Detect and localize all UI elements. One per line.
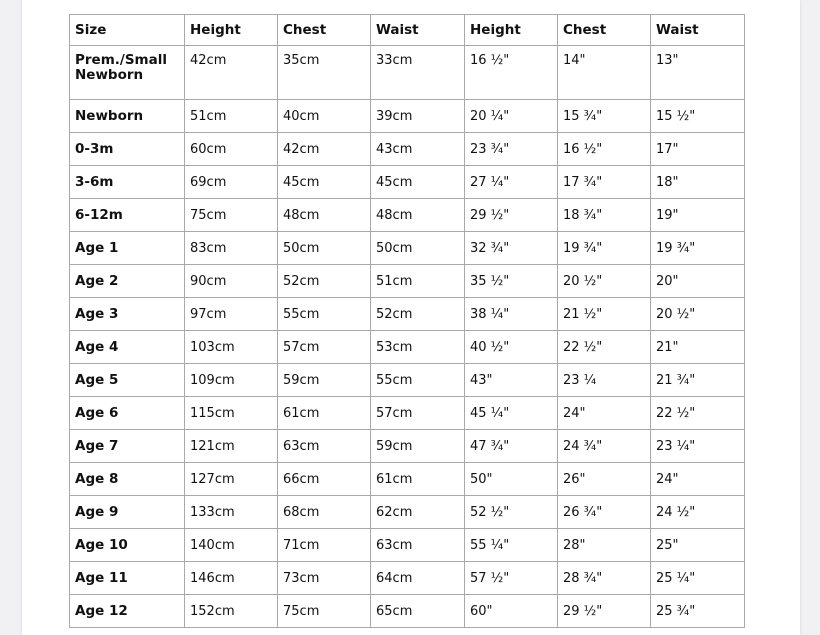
cell-height-cm: 60cm [185, 133, 278, 166]
table-row [70, 430, 745, 463]
size-label: Age 6 [75, 404, 119, 421]
size-label: Age 11 [75, 569, 128, 586]
cell-waist-cm: 57cm [371, 397, 465, 430]
cell-size [70, 364, 185, 397]
table-row [70, 529, 745, 562]
cell-size [70, 298, 185, 331]
cell-chest-cm: 63cm [278, 430, 371, 463]
cell-waist-in: 19 ¾" [651, 232, 745, 265]
size-label: 3-6m [75, 173, 114, 190]
cell-waist-in: 21 ¾" [651, 364, 745, 397]
size-label: Prem./Small Newborn [75, 52, 167, 83]
cell-waist-cm: 61cm [371, 463, 465, 496]
cell-height-cm: 90cm [185, 265, 278, 298]
cell-height-in: 35 ½" [465, 265, 558, 298]
cell-waist-in: 17" [651, 133, 745, 166]
cell-size [70, 166, 185, 199]
cell-size [70, 232, 185, 265]
cell-waist-cm: 53cm [371, 331, 465, 364]
cell-height-cm: 109cm [185, 364, 278, 397]
cell-chest-in: 18 ¾" [558, 199, 651, 232]
cell-waist-in: 20" [651, 265, 745, 298]
table-row [70, 298, 745, 331]
cell-height-cm: 42cm [185, 46, 278, 100]
table-row [70, 364, 745, 397]
cell-size [70, 562, 185, 595]
cell-size [70, 133, 185, 166]
cell-height-in: 60" [465, 595, 558, 628]
size-label: Age 9 [75, 503, 119, 520]
size-label: Age 1 [75, 239, 119, 256]
table-row [70, 46, 745, 100]
table-row [70, 562, 745, 595]
cell-height-in: 32 ¾" [465, 232, 558, 265]
cell-chest-cm: 40cm [278, 100, 371, 133]
size-label: Age 8 [75, 470, 119, 487]
size-label: Newborn [75, 107, 144, 124]
cell-waist-cm: 51cm [371, 265, 465, 298]
cell-height-cm: 75cm [185, 199, 278, 232]
cell-height-in: 20 ¼" [465, 100, 558, 133]
cell-size [70, 463, 185, 496]
cell-height-in: 50" [465, 463, 558, 496]
cell-waist-in: 22 ½" [651, 397, 745, 430]
cell-waist-in: 25" [651, 529, 745, 562]
cell-chest-in: 29 ½" [558, 595, 651, 628]
cell-waist-cm: 64cm [371, 562, 465, 595]
header-waist-cm: Waist [371, 15, 465, 46]
cell-size [70, 331, 185, 364]
table-body [70, 46, 745, 628]
cell-waist-in: 24 ½" [651, 496, 745, 529]
cell-chest-cm: 55cm [278, 298, 371, 331]
cell-waist-cm: 43cm [371, 133, 465, 166]
table-header-row [70, 15, 745, 46]
cell-height-in: 29 ½" [465, 199, 558, 232]
header-size: Size [70, 15, 185, 46]
cell-height-in: 23 ¾" [465, 133, 558, 166]
cell-waist-in: 20 ½" [651, 298, 745, 331]
document-page [22, 0, 800, 635]
cell-height-cm: 115cm [185, 397, 278, 430]
cell-size [70, 265, 185, 298]
cell-height-cm: 103cm [185, 331, 278, 364]
cell-height-cm: 152cm [185, 595, 278, 628]
cell-chest-cm: 68cm [278, 496, 371, 529]
table-row [70, 397, 745, 430]
cell-height-in: 57 ½" [465, 562, 558, 595]
cell-height-in: 16 ½" [465, 46, 558, 100]
cell-waist-in: 13" [651, 46, 745, 100]
size-label: Age 4 [75, 338, 119, 355]
cell-waist-cm: 65cm [371, 595, 465, 628]
cell-chest-in: 19 ¾" [558, 232, 651, 265]
cell-chest-cm: 61cm [278, 397, 371, 430]
header-height-in: Height [465, 15, 558, 46]
cell-height-cm: 51cm [185, 100, 278, 133]
size-label: Age 2 [75, 272, 119, 289]
table-row [70, 100, 745, 133]
cell-height-in: 40 ½" [465, 331, 558, 364]
size-label: 6-12m [75, 206, 123, 223]
header-waist-in: Waist [651, 15, 745, 46]
header-chest-in: Chest [558, 15, 651, 46]
cell-chest-in: 21 ½" [558, 298, 651, 331]
cell-chest-in: 17 ¾" [558, 166, 651, 199]
cell-size [70, 496, 185, 529]
table-row [70, 595, 745, 628]
cell-chest-cm: 59cm [278, 364, 371, 397]
cell-height-in: 38 ¼" [465, 298, 558, 331]
cell-height-cm: 133cm [185, 496, 278, 529]
cell-chest-cm: 66cm [278, 463, 371, 496]
cell-size [70, 430, 185, 463]
cell-height-cm: 69cm [185, 166, 278, 199]
cell-size [70, 46, 185, 100]
table-row [70, 463, 745, 496]
table-row [70, 232, 745, 265]
cell-chest-in: 24" [558, 397, 651, 430]
table-row [70, 496, 745, 529]
cell-waist-cm: 59cm [371, 430, 465, 463]
cell-chest-in: 28 ¾" [558, 562, 651, 595]
size-label: 0-3m [75, 140, 114, 157]
cell-size [70, 199, 185, 232]
cell-waist-in: 24" [651, 463, 745, 496]
cell-waist-in: 15 ½" [651, 100, 745, 133]
cell-height-in: 45 ¼" [465, 397, 558, 430]
cell-chest-cm: 45cm [278, 166, 371, 199]
cell-chest-in: 16 ½" [558, 133, 651, 166]
cell-waist-cm: 33cm [371, 46, 465, 100]
size-chart-table [69, 14, 745, 628]
table-row [70, 133, 745, 166]
cell-waist-cm: 45cm [371, 166, 465, 199]
table-row [70, 265, 745, 298]
cell-chest-in: 15 ¾" [558, 100, 651, 133]
cell-height-cm: 146cm [185, 562, 278, 595]
cell-size [70, 397, 185, 430]
cell-height-in: 47 ¾" [465, 430, 558, 463]
cell-height-in: 55 ¼" [465, 529, 558, 562]
cell-waist-cm: 62cm [371, 496, 465, 529]
size-label: Age 10 [75, 536, 128, 553]
cell-waist-cm: 48cm [371, 199, 465, 232]
cell-chest-in: 14" [558, 46, 651, 100]
cell-chest-cm: 73cm [278, 562, 371, 595]
cell-height-cm: 127cm [185, 463, 278, 496]
cell-height-cm: 121cm [185, 430, 278, 463]
table-row [70, 331, 745, 364]
cell-waist-in: 19" [651, 199, 745, 232]
cell-height-in: 52 ½" [465, 496, 558, 529]
header-height-cm: Height [185, 15, 278, 46]
cell-waist-cm: 52cm [371, 298, 465, 331]
cell-chest-cm: 50cm [278, 232, 371, 265]
cell-waist-in: 25 ¼" [651, 562, 745, 595]
cell-waist-cm: 39cm [371, 100, 465, 133]
size-label: Age 7 [75, 437, 119, 454]
cell-chest-in: 26" [558, 463, 651, 496]
cell-chest-cm: 71cm [278, 529, 371, 562]
size-label: Age 3 [75, 305, 119, 322]
cell-height-cm: 140cm [185, 529, 278, 562]
cell-chest-cm: 42cm [278, 133, 371, 166]
cell-height-cm: 83cm [185, 232, 278, 265]
cell-chest-in: 26 ¾" [558, 496, 651, 529]
table-row [70, 199, 745, 232]
cell-height-in: 27 ¼" [465, 166, 558, 199]
cell-chest-in: 24 ¾" [558, 430, 651, 463]
cell-height-in: 43" [465, 364, 558, 397]
table-row [70, 166, 745, 199]
cell-chest-cm: 48cm [278, 199, 371, 232]
cell-chest-cm: 57cm [278, 331, 371, 364]
cell-chest-in: 23 ¼ [558, 364, 651, 397]
cell-waist-cm: 50cm [371, 232, 465, 265]
size-label: Age 5 [75, 371, 119, 388]
header-chest-cm: Chest [278, 15, 371, 46]
cell-waist-in: 18" [651, 166, 745, 199]
cell-size [70, 529, 185, 562]
cell-waist-in: 21" [651, 331, 745, 364]
cell-height-cm: 97cm [185, 298, 278, 331]
cell-size [70, 595, 185, 628]
cell-chest-in: 20 ½" [558, 265, 651, 298]
cell-waist-cm: 55cm [371, 364, 465, 397]
cell-size [70, 100, 185, 133]
cell-chest-cm: 52cm [278, 265, 371, 298]
cell-chest-in: 28" [558, 529, 651, 562]
cell-chest-cm: 75cm [278, 595, 371, 628]
cell-waist-in: 25 ¾" [651, 595, 745, 628]
cell-chest-cm: 35cm [278, 46, 371, 100]
cell-waist-in: 23 ¼" [651, 430, 745, 463]
size-label: Age 12 [75, 602, 128, 619]
cell-waist-cm: 63cm [371, 529, 465, 562]
cell-chest-in: 22 ½" [558, 331, 651, 364]
